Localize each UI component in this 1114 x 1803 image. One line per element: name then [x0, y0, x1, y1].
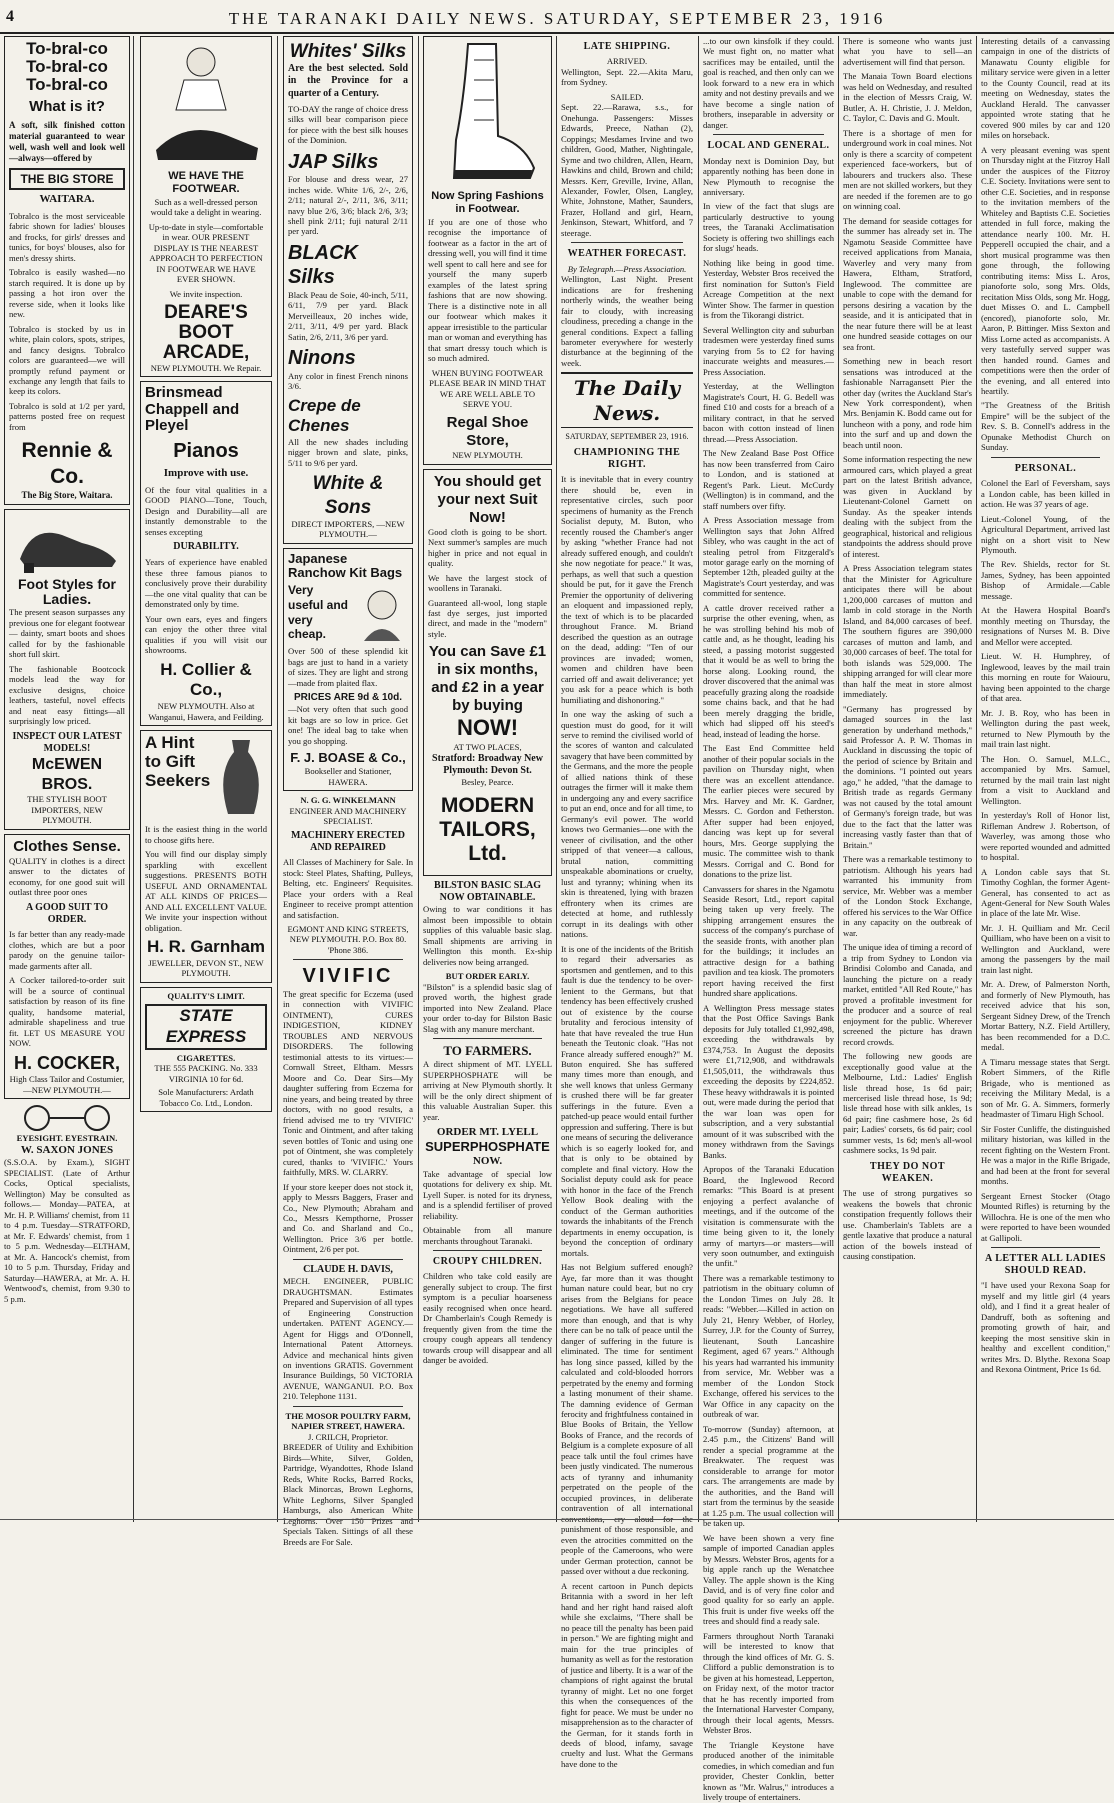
column-3	[283, 36, 413, 1547]
article-text: There was a remarkable testimony to patriotism in the obituary column of the London Times on July 28. It reads: "Webber.—Killed in action on July 21, Henry Webber, of Horley, Surrey, J.P. for the County of Surrey, lieutenant, South Lancashire Regiment, aged 67 years." Although his years had warranted his immunity from service, Mr. Webber was a member of the London Stock Exchange, offered his services to the War Office in any capacity on the outbreak of war.	[703, 1272, 834, 1420]
column-5	[561, 36, 693, 1769]
ad-text: (S.S.O.A. by Exam.), SIGHT SPECIALIST. (Late of Arthur Cocks, Optical specialists, Wellington) May be consulted as follows.— Monday—PATEA, at Mr. H. P. Williams' chemist, from 11 to 4 p.m. Tuesday—STRATFORD, at Mr. F. Edwards' chemist, from 1 to 5 p.m. Wednesday—ELTHAM, at Mr. A. Hancock's chemist, from 10 to 5 p.m. Thursday, Friday and Saturday—HAWERA, at Mr. A. H. Wentwood's, chemist, from 9.30 to 5 p.m.	[4, 1157, 130, 1304]
column-1	[4, 36, 130, 1522]
ad-text: A soft, silk finished cotton material guaranteed to wear well, wash well and look well—always—offered by	[9, 119, 125, 163]
section-heading: LATE SHIPPING.	[583, 41, 671, 52]
ad-address: The Big Store, Waitara.	[21, 489, 113, 500]
article-text: There is someone who wants just what you have to sell—an advertisement will find that person.	[843, 36, 972, 67]
column-7	[843, 36, 972, 1522]
ad-address: THE STYLISH BOOT IMPORTERS, NEW PLYMOUTH.	[27, 794, 107, 826]
modern-tailors-logo: MODERN TAILORS, Ltd.	[439, 793, 536, 865]
white-sons-logo: White & Sons	[312, 473, 384, 518]
article-text: Sept. 22.—Rarawa, s.s., for Onehunga. Passengers: Misses Edwards, Preece, Nathan (2), Coppings; Mesdames Irvine and two children, Good, Mather, Nightingale, Syme and two children, Allen, Hearn, Hawkins and child, Brown and child; Messrs. Kerr, Greville, Irvine, Allan, Alexander, Fowler, Olsen, Langley, White, Johnstone, Mather, Saunders, Frazer, Holland and girl, Hearn, Jenkinson, Stewart, Whitford, and 7 steerage.	[561, 102, 693, 238]
ad-text: A direct shipment of MT. LYELL SUPERPHOSPHATE will be arriving at New Plymouth shortly. It will be the only direct shipment of this valuable Australian Super. this year.	[423, 1059, 552, 1122]
ad-text: The present season surpasses any previous one for elegant footwear — dainty, smart boots and shoes called for by the fashionable short full skirt.	[9, 607, 125, 660]
ad-text: Of the four vital qualities in a GOOD PIANO—Tone, Touch, Design and Durability—all are instantly demonstrable to the senses excepting	[145, 484, 267, 537]
ad-subheading: SUPERPHOSPHATE	[425, 1139, 550, 1155]
article-text: Some information respecting the new armoured cars, which played a great part on the latest British advance, was given in Auckland by Lieutenant-Colonel Garnett on Sunday. As the speaker intends dealing with the subject from the geographical, historical and religious standpoints the address should prove of interest.	[843, 454, 972, 559]
column-rule	[976, 36, 977, 1522]
column-rule	[133, 36, 134, 1522]
article-text: A Press Association message from Wellington says that John Alfred Sibley, who was caught in the act of stealing petrol from Fitzgerald's motor garage early on the morning of September 12th, pleaded guilty at the Magistrate's Court yesterday, and was committed for sentence.	[703, 515, 834, 599]
ad-text: Black Peau de Soie, 40-inch, 5/11, 6/11, 7/9 per yard. Black Merveilleaux, 20 inches wide, 2/11, 3/11, 4/9 per yard. Black Satin, 2/6, 2/11, 3/6 per yard.	[288, 289, 408, 342]
ad-text: Stratford: Broadway New Plymouth: Devon St.	[432, 752, 543, 776]
ad-heading: To-bral-co	[26, 39, 108, 58]
ad-text: Owing to war conditions it has almost been impossible to obtain supplies of this valuable basic slag. Small shipments are arriving in Wellington this month. Ex-ship deliveries now being arranged.	[423, 904, 552, 967]
ad-subheading: QUALITY'S LIMIT.	[167, 990, 245, 1001]
ad-name: W. SAXON JONES	[20, 1143, 114, 1156]
article-text: Lieut.-Colonel Young, of the Agricultural Department, arrived last night on a short visit to New Plymouth.	[981, 513, 1110, 555]
ad-text: Over 500 of these splendid kit bags are just to hand in a variety of sizes. They are light and strong—made from plaited flax.	[288, 646, 408, 688]
ad-text: The fashionable Bootcock models lead the way for exclusive designs, choice leathers, tasteful, novel effects and neat easy fittings—all surprisingly low priced.	[9, 663, 125, 727]
newspaper-title: THE TARANAKI DAILY NEWS. SATURDAY, SEPTEMBER 23, 1916	[228, 9, 886, 28]
deare-logo: DEARE'S BOOT ARCADE,	[162, 302, 250, 364]
ad-address: JEWELLER, DEVON ST., NEW PLYMOUTH.	[148, 957, 264, 979]
clothes-sense-ad	[4, 834, 130, 1100]
article-text: Mr. A. Drew, of Palmerston North, and formerly of New Plymouth, has received advice that his son, Sergeant Sidney Drew, of the Trench Mortar Battery, N.Z. Field Artillery, has been recommended for a D.C. medal.	[981, 979, 1110, 1053]
column-rule	[556, 36, 557, 1522]
rennie-logo: Rennie & Co.	[21, 439, 113, 489]
section-heading: WEATHER FORECAST.	[567, 248, 687, 260]
regal-shoe-ad	[423, 36, 552, 465]
article-text: It is inevitable that in every country there should be, even in representative circles, such poor specimens of humanity as the French Socialist deputy, M. Buton, who recently roused the Chamber's anger by asking "whether France had not already suffered enough, and couldn't she now negotiate for peace." It was, perhaps, as well that such a question should be put, for it gave the French Premier the opportunity of delivering an eloquent and impassioned reply, the text of which is to be placarded throughout France. M. Briand described the question as an outrage on the dead, adding: "Ten of our provinces are invaded; women, women and children have been carried off and await deliverance; yet you ask for a peace which is both humiliating and dishonoring."	[561, 474, 693, 705]
article-heading: A LETTER ALL LADIES SHOULD READ.	[985, 1253, 1106, 1277]
collier-logo: H. Collier & Co.,	[160, 659, 252, 700]
lady-portrait-illustration	[356, 583, 408, 643]
ad-address: EGMONT AND KING STREETS, NEW PLYMOUTH. P.O. Box 80. 'Phone 386.	[287, 923, 409, 955]
winkelmann-ad	[283, 795, 413, 955]
article-text: Children who take cold easily are generally subject to croup. The first symptom is a peculiar hoarseness easily recognised when once heard. Dr Chamberlain's Cough Remedy is frequently given from the time the croupy cough appears all tendency towards croup will disappear and all danger be avoided.	[423, 1271, 552, 1366]
ad-subheading: J. CRILCH, Proprietor.	[308, 1431, 388, 1442]
garnham-jeweller-ad	[140, 730, 272, 983]
article-text: The East End Committee held another of their popular socials in the pavilion on Thursday night, when there was an excellent attendance. The earlier pieces were secured by Mrs. Harvey and Mr. K. Gardner, Messrs. C. Gordon and Fetherston. After supper had been enjoyed, dancing was kept up for several hours, Mrs. George supplying the music. The committee wish to thank Messrs. Corrigal and C. Bond for donations to the prize list.	[703, 743, 834, 880]
subsection-heading: SAILED.	[610, 91, 644, 102]
ad-heading: VIVIFIC	[302, 965, 394, 988]
article-text: Nothing like being in good time. Yesterday, Webster Bros received the first nomination for Sutton's Field Acreage Competition at the next Winter Show. The farmer in question is from the Tikorangi district.	[703, 257, 834, 321]
ad-heading: Foot Styles for Ladies.	[17, 575, 116, 607]
ad-heading: Clothes Sense.	[13, 837, 121, 855]
ad-heading: Crepe de Chenes	[288, 395, 361, 436]
superphosphate-ad	[423, 1043, 552, 1246]
ad-heading: Japanese Ranchow Kit Bags	[288, 550, 403, 581]
article-heading: CROUPY CHILDREN.	[432, 1256, 543, 1268]
ad-heading: TO FARMERS.	[443, 1043, 532, 1059]
vivific-ad	[283, 964, 413, 1255]
ad-heading: To-bral-co	[26, 74, 108, 94]
article-text: In one way the asking of such a question must do good, for it will serve to remind the civilised world of the scores of wanton and calculated savagery that have been committed by the Germans, and the more the people of allied nations think of these outrages the firmer will it make them in undergoing any and every sacrifice to put an end, once and for all time, to Germany's evil power. The world knows two Germanies—one with the veneer of civilisation, and the other stripped of that veneer—a callous, brutal nation, committing unspeakable abominations or cruelty, lust and tyranny; whining when its skin is threatened, lying with brazen effrontery when its crimes are detected at home, and ruthlessly corrupt in its dealings with other nations.	[561, 709, 693, 940]
paper-nameplate	[561, 372, 693, 428]
deare-footwear-ad	[140, 36, 272, 377]
ad-text: "Bilston" is a splendid basic slag of proved worth, the highest grade imported into New Zealand. Place your order to-day for Bilston Basic Slag with any manure merchant.	[423, 981, 552, 1034]
article-text: Mr. J. B. Roy, who has been in Wellington during the past week, returned to New Plymouth by the mail train last night.	[981, 707, 1110, 750]
ad-text: Tobralco is stocked by us in white, plain colors, spots, stripes, and fancy designs. Tobralco colors are guaranteed—we will promptly refund payment or exchange any length that fails to keep its colors.	[9, 323, 125, 397]
column-rule	[698, 36, 699, 1522]
ad-address: Bookseller and Stationer, HAWERA.	[304, 766, 392, 787]
ad-text: Years of experience have enabled these three famous pianos to conclusively prove their durability—the one vital quality that can be demonstrated only by time.	[145, 557, 267, 610]
state-express-logo: STATE EXPRESS	[145, 1004, 267, 1049]
ad-heading: BLACK Silks	[288, 241, 358, 289]
article-text: There is a shortage of men for underground work in coal mines. Not only is there a scarcity of competent experienced face-workers, but of labourers and truckers also. These men are not skilled workers, but they are needed if the foremen are to go on winning coal.	[843, 127, 972, 212]
ad-text: The great specific for Eczema (used in connection with VIVIFIC OINTMENT), CURES INDIGESTION, KIDNEY TROUBLES AND NERVOUS DISORDERS. The following testimonial attests to its virtues:— Cornwall Street, Eltham. Messrs Moore and Co. Dear Sirs—My daughter suffering from Eczema for nine years, and being treated by three doctors, with no good results, a friend advised me to try 'VIVIFIC' Tonic and Ointment, and after taking seven bottles of Tonic and using one pot of Ointment, she was completely cured, thanks to 'VIVIFIC.' Yours faithfully, MRS. W. CLARRY.	[283, 988, 413, 1178]
ad-heading: You can Save £1 in six months, and £2 in a year by buying	[428, 643, 547, 715]
ad-subheading: NOW.	[472, 1155, 503, 1168]
ad-subheading: CIGARETTES.	[176, 1052, 236, 1063]
ad-heading: EYESIGHT. EYESTRAIN.	[16, 1133, 118, 1144]
regal-logo: Regal Shoe Store,	[446, 413, 529, 449]
bilston-slag-ad	[423, 880, 552, 1034]
eyesight-ad	[4, 1103, 130, 1304]
ad-heading: You should get your next Suit Now!	[433, 472, 542, 526]
ad-text: Tobralco is the most serviceable fabric shown for ladies' blouses and frocks, for girls' dresses and tunics, for boys' blouses, also for men's dressy shirts.	[9, 210, 125, 263]
ad-text: Tobralco is sold at 1/2 per yard, patterns posted free on request from	[9, 400, 125, 432]
ad-subheading: MACHINERY ERECTED AND REPAIRED	[290, 829, 405, 853]
article-text: The unique idea of timing a record of a trip from Sydney to London via Brindisi Colombo and Canada, and launching the picture on a ready market, entitled "All Red Route," has proved a profitable investment for the producer and a source of real enjoyment for the public. Wherever screened the picture has drawn record crowds.	[843, 942, 972, 1047]
page-number: 4	[6, 8, 14, 25]
ad-subheading: ORDER MT. LYELL	[436, 1126, 539, 1138]
collier-pianos-ad	[140, 381, 272, 726]
ad-heading: Pianos	[173, 439, 239, 462]
article-text: The demand for seaside cottages for the summer has already set in. The Ngamotu Seaside Committee have received applications from Manaia, Waverley and very many from Hawera, Eltham, Stratford, Inglewood. The committee are unable to cope with the demand for persons desiring a vacation by the seaside, and it is anticipated that in the near future there will be at least one hundred seaside cottages on our sea front.	[843, 215, 972, 352]
tobralco-ad	[4, 36, 130, 505]
ad-text: Tobralco is easily washed—no starch required. It is done up by passing a hot iron over the reverse side, when it looks like new.	[9, 267, 125, 320]
ladies-shoe-icon	[12, 515, 122, 575]
article-text: In yesterday's Roll of Honor list, Rifleman Andrew J. Robertson, of Waverley, was among those who were reported wounded and admitted to hospital.	[981, 810, 1110, 863]
article-text: A Press Association telegram states that the Minister for Agriculture anticipates there will be about 1,200,000 carcases of mutton and lamb in cold storage in the North Island, and 84,000 carcases of beef. The southern figures are 390,000 carcases of mutton and lamb, and 30,000 carcases of beef. The total for both islands was 529,000. The shipping arranged for will clear more than half the meat in store almost immediately.	[843, 563, 972, 700]
ad-text: Good cloth is going to be short. Next summer's samples are much higher in price and not equal in quality.	[428, 526, 547, 569]
ad-text: You will find our display simply sparkling with excellent suggestions. PRESENTS BOTH USEFUL AND ORNAMENTAL AT ALL KINDS OF PRICES—AND ALL EXCELLENT VALUE. We invite your inspection without obligation.	[145, 849, 267, 933]
section-heading: PERSONAL.	[1014, 462, 1077, 474]
ad-subheading: DURABILITY.	[173, 541, 239, 553]
ad-subheading: What is it?	[29, 97, 105, 115]
article-text: At the Hawera Hospital Board's monthly meeting on Thursday, the resignations of Nurses M. B. Dive and Mellor were accepted.	[981, 605, 1110, 647]
article-text: A recent cartoon in Punch depicts Britannia with a sword in her left hand and her right hand raised aloft while she exclaims, "There shall be no peace till the penalty has been paid in person." We are fighting might and main for the true principles of humanity as well as for the restoration of justice and liberty. It is a war of the champions of right against the brutal tyranny of might. Let no one forget this when the consequences of the fight for peace. We must be under no misapprehension as to the character of the German, for it stands forth in deeds of blood, infamy, savage cruelty and lust. What the Germans have done to the	[561, 1580, 693, 1769]
article-text: A London cable says that St. Timothy Coghlan, the former Agent-General, has consented to act as Agent-General for New South Wales in place of the late Mr. Wise.	[981, 866, 1110, 919]
article-text: ...to our own kinsfolk if they could. We must fight on, no matter what sacrifices may be entailed, until the goal is reached, and then only can we look forward to a new era in which amity and not destiny prevails and we have become a single nation of brothers, inseparable in adversity or danger.	[703, 36, 834, 130]
article-text: Colonel the Earl of Feversham, says a London cable, has been killed in action. He was 37 years of age.	[981, 478, 1110, 510]
ad-heading: JAP Silks	[288, 150, 379, 173]
ad-heading: THE MOSOR POULTRY FARM, NAPIER STREET, HAWERA.	[285, 1410, 411, 1432]
column-8	[981, 36, 1110, 1522]
article-text: Sergeant Ernest Stocker (Otago Mounted Rifles) is returning by the Willochra. He is one of the men who were reported to have been wounded at Gallipoli.	[981, 1190, 1110, 1243]
ad-text: It is the easiest thing in the world to choose gifts here.	[145, 824, 267, 845]
ad-text: WHEN BUYING FOOTWEAR PLEASE BEAR IN MIND THAT WE ARE WELL ABLE TO SERVE YOU.	[429, 367, 546, 410]
spectacles-icon	[7, 1103, 127, 1133]
ad-text: If your store keeper does not stock it, apply to Messrs Baggers, Fraser and Co., New Plymouth; Abraham and Co., Messrs Kempthorne, Prosser and Co. and Sharland and Co., Wellington. Price 3/6 per bottle. Ointment, 2/6 per pot.	[283, 1181, 413, 1255]
article-text: The New Zealand Base Post Office has now been transferred from Cairo to London, and is stationed at Regent's Park. Lieut. McCurdy (Wellington) is in command, and the staff numbers over fifty.	[703, 448, 834, 511]
mcewen-logo: McEWEN BROS.	[31, 756, 103, 793]
ad-heading: To-bral-co	[26, 56, 108, 76]
big-store-logo: THE BIG STORE	[9, 168, 125, 191]
article-text: The Triangle Keystone have produced another of the inimitable comedies, in which comedian and fun provider, Chester Conklin, better known as "Mr. Walrus," introduces a lively troupe of entertainers.	[703, 1739, 834, 1803]
ad-subheading: BUT ORDER EARLY.	[445, 971, 530, 982]
article-text: Lieut. W. H. Humphrey, of Inglewood, leaves by the mail train this morning en route for Waiouru, having been appointed to the charge of that area.	[981, 651, 1110, 704]
ad-subheading: ENGINEER AND MACHINERY SPECIALIST.	[289, 805, 407, 827]
ad-subheading: A GOOD SUIT TO ORDER.	[26, 901, 108, 925]
article-text: Farmers throughout North Taranaki will be interested to know that through the kind offices of Mr. G. S. Clifford a public demonstration is to be given at his homestead, Lepperton, on Friday next, of the motor tractor that he has recently imported from the International Harvester Company, through their local agents, Messrs. Webster Bros.	[703, 1630, 834, 1736]
ad-address: NEW PLYMOUTH. We Repair.	[150, 362, 262, 373]
article-text: A very pleasant evening was spent on Thursday night at the Fitzroy Hall under the auspices of the Fitzroy C.E. Society. Invitations were sent to other C.E. Societies, and in response to the invitation members of the Whiteley and Baptists C.E. Societies attended in full force, making the attendance nearly 100. Mr. H. Pepperell occupied the chair, and a short musical programme was then gone through, the following contributing items: Miss L. Aros, pianoforte solo, song Mrs. Olds, recitation Miss Olds, song Mr. Hogg, duet Misses O. and L. Campbell (encored), pianoforte solo, Mr. Aaron, P. Bittinger. Miss Sexton and Miss Lorne acted as accompanists. A very tastefully served supper was then handed round. Games and competitions were then the order of the evening, and all entered into heartily.	[981, 144, 1110, 396]
column-rule	[838, 36, 839, 1522]
column-6	[703, 36, 834, 1803]
ad-address: NEW PLYMOUTH.	[452, 450, 523, 461]
boase-logo: F. J. BOASE & Co.,	[290, 750, 406, 766]
ad-text: Your own ears, eyes and fingers can enjoy the other three vital qualities if you will visit our showrooms.	[145, 613, 267, 656]
ad-text: We have the largest stock of woollens in Taranaki.	[428, 572, 547, 594]
article-text: "I have used your Rexona Soap for myself and my little girl (4 years old), and I find it a great healer of Dandruff, both as softening and promoting growth of hair, and keeping the most sensitive skin in healthy and excellent condition," writes Mrs. D. Blythe. Rexona Soap and Rexona Ointment, Price 1s 6d.	[981, 1280, 1110, 1375]
article-text: There was a remarkable testimony to patriotism. Although his years had warranted his immunity from service, Mr. Webber was a member of the London Stock Exchange, offered his services to the War Office in any capacity on the outbreak of war.	[843, 854, 972, 938]
ad-text: Is far better than any ready-made clothes, which are but a poor parody on the genuine tailor-made garments after all.	[9, 929, 125, 971]
article-text: The Rev. Shields, rector for St. James, Sydney, has been appointed Bishop of Armidale.—Cable message.	[981, 559, 1110, 601]
article-text: "Germany has progressed by damaged sources in the last generation by underhand methods," said Professor A. P. W. Thomas in Auckland in discussing the topic of the period of science by Britain and the dominions. "I pointed out years ago," he added, "that the damage to British trade as regards Germany was not caused by the total amount of Germany's foreign trade, but was due to the fact that the latter was increasing vastly faster than that of Britain."	[843, 703, 972, 850]
ad-heading: N. G. G. WINKELMANN	[300, 795, 396, 806]
ad-subheading: Improve with use.	[163, 467, 249, 480]
subsection-heading: ARRIVED.	[606, 56, 648, 67]
ad-text: Besley, Pearce.	[461, 777, 514, 788]
ad-text: Sole Manufacturers: Ardath Tobacco Co. Ltd., London.	[158, 1087, 254, 1108]
article-text: To-morrow (Sunday) afternoon, at 2.45 p.m., the Citizens' Band will render a special programme at the Breakwater. The request was considerable to arrange for motor cars. The arrangements are made by the authorities, and the Band will start from the terminus by the seaside at 1.25 p.m. The usual collection will be taken up.	[703, 1423, 834, 1529]
article-text: Wellington, Sept. 22.—Akita Maru, from Sydney.	[561, 66, 693, 88]
white-sons-ad	[283, 36, 413, 544]
section-heading: LOCAL AND GENERAL.	[707, 140, 830, 152]
column-4	[423, 36, 552, 1522]
ad-heading: Whites' Silks	[289, 41, 407, 62]
ad-address: High Class Tailor and Costumier, —NEW PLYMOUTH.—	[9, 1074, 125, 1095]
davis-engineer-ad	[283, 1264, 413, 1402]
ad-text: A Cocker tailored-to-order suit will be a source of continual satisfaction by reason of its fine quality, handsome material, admirable shapeliness and true fit. LET US MEASURE YOU NOW.	[9, 975, 125, 1049]
ad-text: We invite inspection.	[169, 288, 243, 299]
ad-text: Any color in finest French ninons 3/6.	[288, 370, 408, 392]
ad-heading: NOW!	[456, 715, 519, 741]
article-text: We have been shown a very fine sample of imported Canadian apples by Messrs. Webster Bros, agents for a big apple ranch up the Wenatchee Valley. The apple shown is the King David, and is of very fine color and good quality for so early an apple. This fruit is under five weeks off the trees and should find a ready sale.	[703, 1532, 834, 1627]
state-express-ad	[140, 987, 272, 1112]
masthead	[0, 4, 1114, 34]
ad-text: For blouse and dress wear, 27 inches wide. White 1/6, 2/-, 2/6, 2/11; natural 2/-, 2/11, 3/6, 3/11; navy blue 2/6, 3/6; black 2/6, 3/3; shell pink 2/11; fuji natural 2/11 per yard.	[288, 174, 408, 237]
ad-subheading: PRICES ARE 9d & 10d.	[294, 692, 402, 704]
article-text: The following new goods are exceptionally good value at the Melbourne, Ltd.: Ladies' English lisle thread hose, 1s 6d pair; mercerised lisle thread hose, 1s 9d; lisle thread hose with silk ankles, 1s 6d pair; fine cashmere hose, 2s 6d pair; Ladies' corsets, 6s 6d pair; cool summer vests, 1s 6d; men's all-wool cashmere socks, 1s 9d pair.	[843, 1051, 972, 1156]
article-text: Wellington, Last Night. Present indications are for freshening northerly winds, the weather being fair to cloudy, with increasing cloudiness, preceding a change in the general conditions. Expect a falling barometer everywhere for westerly disturbance at the beginning of the week.	[561, 274, 693, 368]
article-text: Yesterday, at the Wellington Magistrate's Court, H. G. Bedell was fined £10 and costs for a breach of a military contract, in that he served bacon with cotton instead of linen thread.—Press Association.	[703, 381, 834, 444]
article-text: Sir Foster Cunliffe, the distinguished military historian, was killed in the recent fighting on the Western Front. He was a major in the Rifle Brigade, and had been at the front for several months.	[981, 1123, 1110, 1187]
lace-boot-illustration	[438, 40, 538, 190]
ad-text: BREEDER of Utility and Exhibition Birds—White, Silver, Golden, Partridge, Wyandottes, Rhode Island Reds, White Rocks, Barred Rocks, Black Minorcas, Brown Leghorns, White Leghorns, Silver Spangled Hamburgs, also American White Leghorns. Over 150 Prizes and Specials Taken. Sittings of all these Breeds are For Sale.	[283, 1442, 413, 1547]
ad-text: AT TWO PLACES,	[453, 742, 522, 753]
ad-text: All the new shades including nigger brown and slate, pinks, 5/11 to 9/6 per yard.	[288, 437, 408, 468]
ad-subheading: Very useful and very cheap.	[288, 583, 349, 642]
article-heading: THEY DO NOT WEAKEN.	[869, 1160, 946, 1185]
garnham-logo: H. R. Garnham	[146, 937, 266, 957]
column-rule	[418, 36, 419, 1522]
ad-subheading: INSPECT OUR LATEST MODELS!	[12, 730, 122, 754]
article-text: The Manaia Town Board elections was held on Wednesday, and resulted in the election of Messrs Craig, W. Butler, A. H. Christie, J. J. Meldon, C. Taylor, C. Davis and G. Moult.	[843, 71, 972, 124]
ad-text: THE 555 PACKING. No. 333 VIRGINIA 10 for 6d.	[154, 1063, 258, 1084]
column-rule	[277, 36, 278, 1522]
paper-date: SATURDAY, SEPTEMBER 23, 1916.	[565, 432, 689, 442]
vase-illustration	[214, 734, 268, 824]
ad-text: Take advantage of special low quotations for delivery ex ship. Mt. Lyell Super. is noted for its dryness, and is a splendid fertiliser of proved reliability.	[423, 1168, 552, 1221]
article-text: In view of the fact that slugs are particularly destructive to young trees, the Taranaki Acclimatisation Society is offering two shillings each for slugs' heads.	[703, 201, 834, 254]
cocker-logo: H. COCKER,	[13, 1052, 120, 1073]
article-text: Something new in beach resort sensations was introduced at the fashionable Narragansett Pier the other day (writes the Auckland Star's New York correspondent), when Mrs. Benjamin K. Bodd came out for luncheon with a pony, and rode him into the surf and up and down the beach until noon.	[843, 356, 972, 450]
article-text: Several Wellington city and suburban tradesmen were yesterday fined sums varying from 5s to £2 for having inaccurate weights and measures.—Press Association.	[703, 324, 834, 377]
ad-text: TO-DAY the range of choice dress silks will bear comparison piece for piece with the best silk houses of the Dominion.	[288, 103, 408, 146]
article-text: The Hon. O. Samuel, M.L.C., accompanied by Mrs. Samuel, returned by the mail train last night from a visit to Auckland and Wellington.	[981, 753, 1110, 806]
ad-text: QUALITY in clothes is a direct answer to the dictates of economy, for one good suit will outlast three poor ones	[9, 855, 125, 898]
ad-town: WAITARA.	[39, 193, 95, 206]
article-text: A cattle drover received rather a surprise the other evening, when, as he was strolling behind his mob of cattle and, as he thought, leading his steed, a passing motorist suggested that it would be as well to bring the horse along. Looking round, the drover discovered that the animal was peacefully grazing along the roadside some chains back, and that he had been merely dragging the bridle, which had slipped off his steed's head, instead of leading the horse.	[703, 602, 834, 739]
boase-kitbags-ad	[283, 548, 413, 791]
article-text: It is one of the incidents of the British to regard their adversaries as sportsmen and gentlemen, and to this fault is due the tendency to be over-lenient to the Germans, but that tendency has been effectively crushed out of existence by the course brutality and ferocious intensity of hate that have revealed the true Hun beneath the Teutonic cloak. "Has not France already suffered enough?" M. Buton enquired. She has suffered many times more than enough, and she well knows that unless Germany is crushed there will be far greater sufferings in the future. Even a patched-up peace would entail further oppression and suffering. There is but one means of securing the deliverance which is so eagerly looked for, and that is only to be obtained by complete and final victory. How the Socialist deputy could ask for peace with honor in the face of the French Yellow Book dealing with the conduct of the German authorities towards the inhabitants of the French departments in enemy occupation, is beyond the conception of ordinary mortals.	[561, 943, 693, 1258]
article-text: A Timaru message states that Sergt. Robert Simmers, of the Rifle Brigade, who is mentioned as receiving the Military Medal, is a son of Mr. G. A. Simmers, formerly headmaster of Timaru High School.	[981, 1056, 1110, 1120]
ad-text: Such as a well-dressed person would take a delight in wearing.	[150, 196, 262, 218]
ad-address: DIRECT IMPORTERS, —NEW PLYMOUTH.—	[291, 518, 405, 540]
article-text: The use of strong purgatives so weakens the bowels that chronic constipation frequently follows their use. Chamberlain's Tablets are a gentle laxative that produce a natural action of the bowels instead of causing constipation.	[843, 1188, 972, 1262]
ad-heading: Now Spring Fashions in Footwear.	[431, 190, 544, 216]
ad-text: All Classes of Machinery for Sale. In stock: Steel Plates, Shafting, Pulleys, Belting, etc. Engineers' Requisites. Place your orders with a Real Engineer to receive prompt attention and satisfaction.	[283, 857, 413, 920]
paper-title: The Daily News.	[573, 376, 681, 425]
ad-text: Are the best selected. Sold in the Province for a quarter of a Century.	[288, 63, 408, 99]
modern-tailors-ad	[423, 469, 552, 876]
ad-text: If you are one of those who recognise the importance of footwear as a factor in the art of dressing well, you will find it time well spent to call here and see for yourself the many superb examples of the latest spring fashions that are now showing. There is a distinctive note in all our footwear which makes it appear irresistible to the particular man or woman and everything has that smart dressy touch which is so much admired.	[428, 216, 547, 364]
poultry-farm-ad	[283, 1411, 413, 1547]
page-bottom-rule	[0, 1519, 1114, 1524]
article-text: Mr. J. H. Quilliam and Mr. Cecil Quilliam, who have been on a visit to Wellington and Auckland, were among the passengers by the mail train last night.	[981, 922, 1110, 975]
article-text: "The Greatness of the British Empire" will be the subject of the Rev. S. B. Connell's address in the Opunake Methodist Church on Sunday.	[981, 400, 1110, 453]
ad-text: MECH. ENGINEER, PUBLIC DRAUGHTSMAN. Estimates Prepared and Supervision of all types of Engineering Construction undertaken. PATENT AGENCY.—Agent for Higgs and O'Donnell, International Patent Attorneys. Advice and mechanical hints given on inventions GRATIS. Government Insurance Buildings, 50 VICTORIA AVENUE, WANGANUI. P.O. Box 210. Telephone 1131.	[283, 1276, 413, 1402]
article-text: A Wellington Press message states that the Post Office Savings Bank deposits for July totalled £1,992,498, exceeding the withdrawals by £374,753. In August the deposits were £1,712,908, and withdrawals £1,505,011, the withdrawals thus exceeding the deposits by £224,852. These heavy withdrawals it is pointed out, were made during the period that the war loan was open for subscription, and a very substantial amount of it was subscribed with the money withdrawn from the Savings Banks.	[703, 1002, 834, 1160]
ad-heading: BILSTON BASIC SLAG NOW OBTAINABLE.	[433, 880, 542, 904]
croupy-article	[423, 1256, 552, 1366]
ad-heading: CLAUDE H. DAVIS,	[303, 1263, 393, 1275]
ad-heading: Ninons	[288, 347, 356, 370]
article-text: Apropos of the Taranaki Education Board, the Inglewood Record remarks: "This Board is at present enjoying a perfect avalanche of meetings, and if the outcome of the visitation is commensurate with the time being given to it, the lonely army of martyrs—or masters—will very soon outnumber, and extinguish the unfit."	[703, 1164, 834, 1269]
editorial-heading: CHAMPIONING THE RIGHT.	[573, 446, 681, 471]
article-text: Monday next is Dominion Day, but apparently nothing has been done in New Plymouth to recognise the anniversary.	[703, 155, 834, 197]
column-2	[140, 36, 272, 1522]
article-text: Canvassers for shares in the Ngamotu Seaside Resort, Ltd., report capital being taken up very freely. The shipping arrangement ensures the success of the company's purchase of the seaside fronts, with another plan for the buildings; it includes an attractive design for a bathing pavilion and tea kiosk. The promoters report having received the first hundred share applications.	[703, 883, 834, 999]
ad-heading: A Hint to Gift Seekers	[145, 733, 211, 790]
foot-styles-ad	[4, 509, 130, 830]
gentleman-shoe-illustration	[146, 40, 266, 170]
ad-text: —Not very often that such good kit bags are so low in price. Get one! The ideal bag to take when you go shopping.	[288, 704, 408, 746]
ad-heading: WE HAVE THE FOOTWEAR.	[168, 170, 244, 196]
ad-heading: Brinsmead Chappell and Pleyel	[145, 384, 240, 435]
ad-text: Up-to-date in style—comfortable in wear. OUR PRESENT DISPLAY IS THE NEAREST APPROACH TO PERFECTION IN FOOTWEAR WE HAVE EVER SHOWN.	[148, 221, 264, 285]
ad-text: Obtainable from all manure merchants throughout Taranaki.	[423, 1225, 552, 1246]
byline: By Telegraph.—Press Association.	[567, 263, 687, 274]
article-text: Has not Belgium suffered enough? Aye, far more than it was thought human nature could bear, but no cry arises from the Belgians for peace negotiations. We have all suffered more than enough, and that is why there can be no talk of peace until the danger of suffering in the future is eliminated. The time for sentiment has long since passed, killed by the calculated and cold-blooded horrors perpetrated by the enemy and forming a lasting monument of their shame. The damning evidence of German ferocity and frightfulness contained in Blue Books of Britain, the Yellow Books of France, and the records of Belgium is a complete exposure of all peace talk until the foul crimes have been justly vindicated. The numerous acts of tyranny and inhumanity perpetrated on the people of the occupied provinces, in deliberate contravention of all international conventions, cry aloud for the punishment of those responsible, and even the atrocities committed on the people of the Cameroons, who were under German protection, cannot be passed over without a due reckoning.	[561, 1262, 693, 1577]
ad-text: Guaranteed all-wool, long staple fast dye serges, just imported direct, and made in the "modern" style.	[428, 597, 547, 639]
ad-address: NEW PLYMOUTH. Also at Wanganui, Hawera, and Feilding.	[148, 701, 264, 722]
article-text: Interesting details of a canvassing campaign in one of the districts of Manawatu County eligible for military service were given in a letter to the County Council, read at its meeting on Wednesday, states the Auckland Herald. The canvasser appointed wrote stating that he covered 900 miles by car and 120 miles on horseback.	[981, 36, 1110, 141]
